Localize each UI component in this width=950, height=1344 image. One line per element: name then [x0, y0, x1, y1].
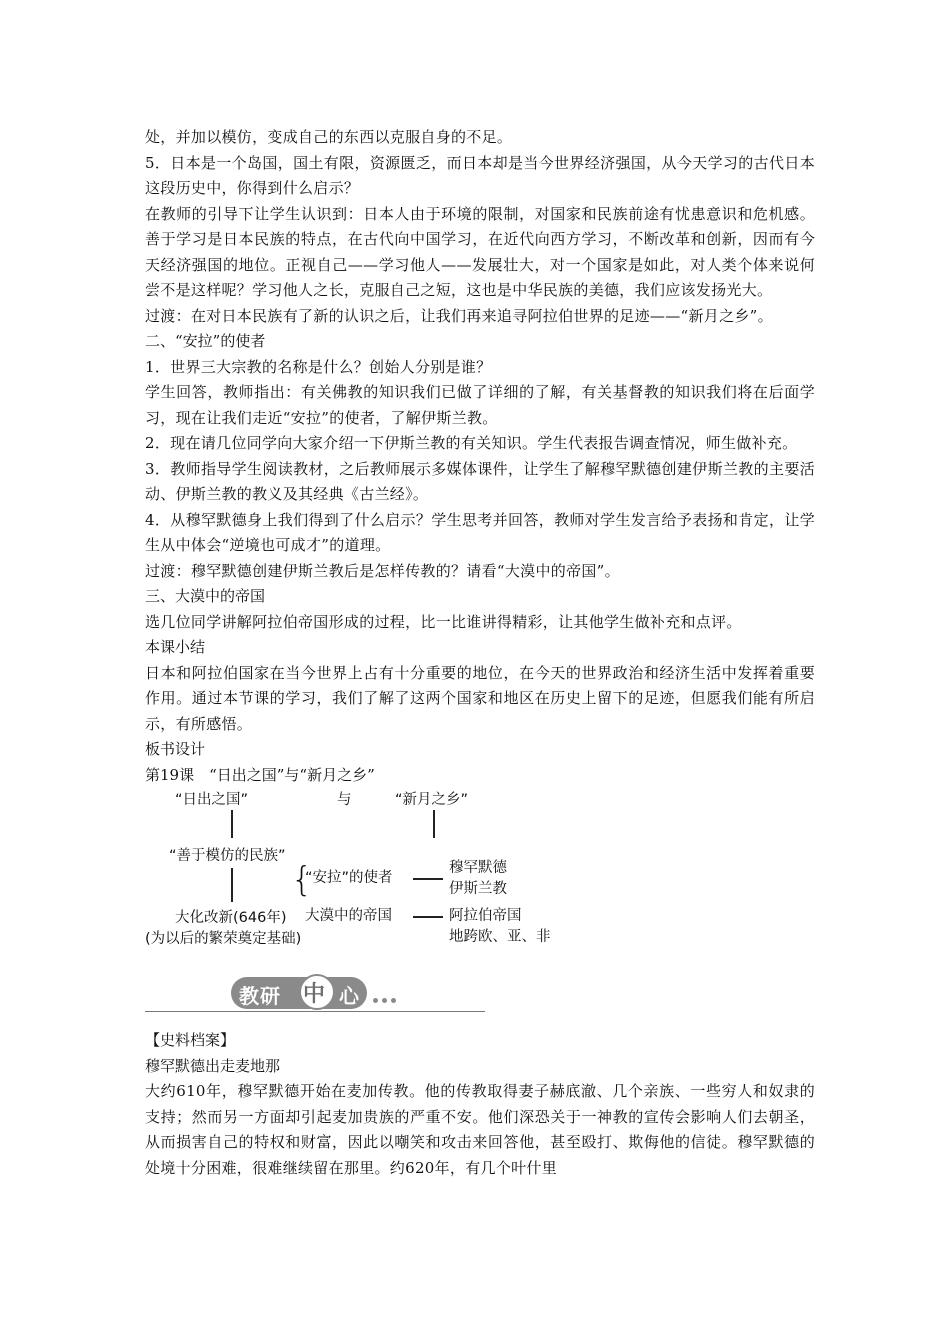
brace-icon: { — [291, 860, 313, 900]
connector-line — [433, 810, 435, 838]
archive-text: 大约610年，穆罕默德开始在麦加传教。他的传教取得妻子赫底澈、几个亲族、一些穷人和奴隶的支持；然而另一方面却引起麦加贵族的严重不安。他们深恐关于一神教的宣传会影响人们去朝圣，从而损害自己的特权和财富，因此以嘲笑和攻击来回答他，甚至殴打、欺侮他的信徒。穆罕默德的处境十分困难，很难继续留在那里。约620年，有几个叶什里 — [145, 1082, 815, 1177]
summary-text: 日本和阿拉伯国家在当今世界上占有十分重要的地位，在今天的世界政治和经济生活中发挥着重要作用。通过本节课的学习，我们了解了这两个国家和地区在历史上留下的足迹，但愿我们能有所启示，有所感悟。 — [145, 663, 815, 733]
archive-heading: 【史料档案】 — [145, 1031, 236, 1049]
connector-line — [413, 878, 443, 880]
question-5: 5．日本是一个岛国，国土有限，资源匮乏，而日本却是当今世界经济强国，从今天学习的古代日本这段历史中，你得到什么启示？ — [145, 153, 815, 197]
question-4: 4．从穆罕默德身上我们得到了什么启示？学生思考并回答，教师对学生发言给予表扬和肯定，让学生从中体会“逆境也可成才”的道理。 — [145, 510, 815, 554]
transition-text: 过渡：穆罕默德创建伊斯兰教后是怎样传教的？请看“大漠中的帝国”。 — [145, 561, 620, 580]
diagram-left-bottom-1: 大化改新(646年) — [175, 910, 287, 926]
banner-rule — [145, 1011, 485, 1012]
transition-text: 过渡：在对日本民族有了新的认识之后，让我们再来追寻阿拉伯世界的足迹——“新月之乡”。 — [145, 306, 773, 325]
question-3: 3．教师指导学生阅读教材，之后教师展示多媒体课件，让学生了解穆罕默德创建伊斯兰教的主要活动、伊斯兰教的教义及其经典《古兰经》。 — [145, 459, 815, 503]
board-diagram — [145, 788, 575, 970]
diagram-branch-1-r2: 伊斯兰教 — [449, 881, 507, 897]
question-2: 2．现在请几位同学向大家介绍一下伊斯兰教的有关知识。学生代表报告调查情况，师生做补充。 — [145, 434, 798, 452]
diagram-branch-2-r1: 阿拉伯帝国 — [449, 908, 522, 924]
paragraph: 在教师的引导下让学生认识到：日本人由于环境的限制，对国家和民族前途有忧患意识和危机感。善于学习是日本民族的特点，在古代向中国学习，在近代向西方学习，不断改革和创新，因而有今天经济强国的地位。正视自己——学习他人——发展壮大，对一个国家是如此，对人类个体来说何尝不是这样呢？学习他人之长，克服自己之短，这也是中华民族的美德，我们应该发扬光大。 — [145, 204, 815, 299]
banner-text-2: 中 — [303, 982, 326, 1007]
connector-line — [413, 916, 443, 918]
section-heading-2: 二、“安拉”的使者 — [145, 332, 266, 350]
board-design-heading: 板书设计 — [145, 740, 206, 758]
document-body — [145, 125, 815, 1181]
question-1: 1．世界三大宗教的名称是什么？创始人分别是谁？ — [145, 357, 492, 376]
diagram-branch-2-r2: 地跨欧、亚、非 — [449, 929, 551, 945]
paragraph: 选几位同学讲解阿拉伯帝国形成的过程，比一比谁讲得精彩，让其他学生做补充和点评。 — [145, 612, 742, 631]
section-heading-3: 三、大漠中的帝国 — [145, 587, 266, 605]
diagram-left-bottom-2: (为以后的繁荣奠定基础) — [145, 931, 302, 947]
banner-text-3: 心 — [339, 984, 359, 1008]
diagram-left-top: “日出之国” — [175, 792, 249, 808]
paragraph: 学生回答，教师指出：有关佛教的知识我们已做了详细的了解，有关基督教的知识我们将在后面学习，现在让我们走近“安拉”的使者，了解伊斯兰教。 — [145, 383, 815, 427]
diagram-connector: 与 — [337, 792, 352, 808]
diagram-branch-1: “安拉”的使者 — [305, 870, 393, 886]
connector-line — [231, 868, 233, 902]
summary-heading: 本课小结 — [145, 638, 206, 656]
connector-line — [231, 810, 233, 838]
archive-subtitle: 穆罕默德出走麦地那 — [145, 1056, 281, 1075]
research-center-banner — [145, 974, 485, 1018]
diagram-left-mid: “善于模仿的民族” — [169, 848, 286, 864]
ellipsis-dots-icon — [373, 988, 400, 1007]
diagram-right-top: “新月之乡” — [395, 792, 469, 808]
banner-text-1: 教研 — [239, 984, 281, 1008]
lesson-title: 第19课 “日出之国”与“新月之乡” — [145, 765, 375, 784]
diagram-branch-1-r1: 穆罕默德 — [449, 860, 507, 876]
paragraph: 处，并加以模仿，变成自己的东西以克服自身的不足。 — [145, 128, 513, 146]
diagram-branch-2: 大漠中的帝国 — [305, 908, 392, 924]
